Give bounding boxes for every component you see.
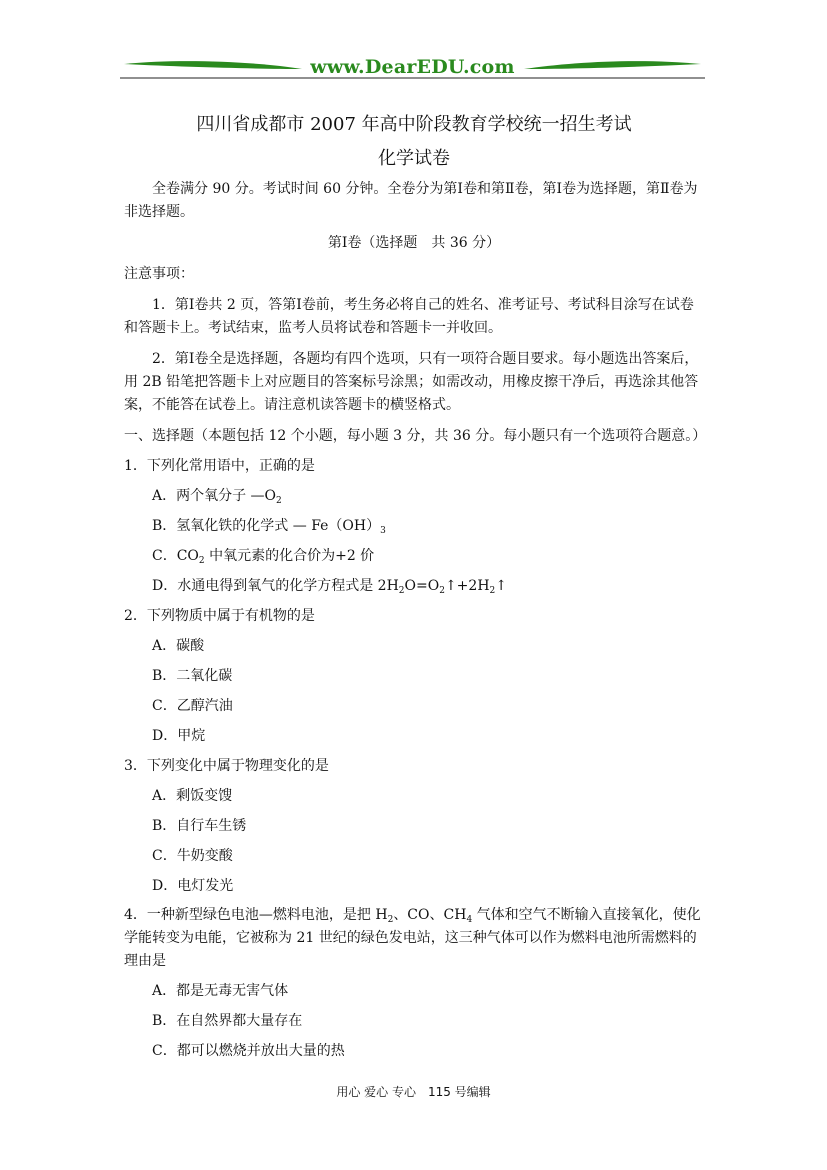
page-header — [120, 52, 705, 88]
question-1-option-b — [152, 514, 704, 538]
subscript: 4 — [466, 915, 473, 925]
option-text: O=O — [404, 578, 440, 594]
subscript: 2 — [387, 915, 394, 925]
question-3-option-a: A．剩饭变馊 — [152, 788, 233, 804]
section-1-heading: 一、选择题（本题包括 12 个小题，每小题 3 分，共 36 分。每小题只有一个选项符合题意。） — [124, 428, 707, 444]
exam-document — [124, 108, 707, 1063]
subscript: 3 — [380, 526, 386, 536]
note-1: 1．第Ⅰ卷共 2 页，答第Ⅰ卷前，考生务必将自己的姓名、准考证号、考试科目涂写在试卷和答题卡上。考试结束，监考人员将试卷和答题卡一并收回。 — [124, 297, 694, 336]
question-2-stem: 2．下列物质中属于有机物的是 — [124, 608, 315, 624]
question-3-option-c: C．牛奶变酸 — [152, 848, 233, 864]
option-text: B．氢氧化铁的化学式 — Fe（OH） — [152, 518, 381, 534]
subscript: 2 — [489, 586, 496, 596]
exam-title: 四川省成都市 2007 年高中阶段教育学校统一招生考试 — [196, 114, 632, 135]
question-1-option-d — [152, 574, 704, 598]
subscript: 2 — [439, 586, 445, 596]
option-text: 中氧元素的化合价为+2 价 — [204, 548, 375, 564]
question-4-stem — [124, 904, 704, 973]
note-2: 2．第Ⅰ卷全是选择题，各题均有四个选项，只有一项符合题目要求。每小题选出答案后，用 2B 铅笔把答题卡上对应题目的答案标号涂黑；如需改动，用橡皮擦干净后，再选涂其他答案，不能答在试卷上。请注意机读答题卡的横竖格式。 — [124, 351, 699, 413]
option-text: C．CO — [152, 548, 199, 564]
subscript: 2 — [276, 496, 282, 506]
option-text: ↑+2H — [444, 578, 490, 594]
notes-title: 注意事项： — [124, 266, 194, 282]
exam-subtitle: 化学试卷 — [378, 148, 450, 169]
stem-text: 4．一种新型绿色电池—燃料电池，是把 H — [124, 907, 388, 923]
option-text: ↑ — [495, 578, 507, 594]
subscript: 2 — [198, 556, 205, 566]
question-3-stem: 3．下列变化中属于物理变化的是 — [124, 758, 329, 774]
question-4-option-a: A．都是无毒无害气体 — [152, 983, 289, 999]
question-3-option-b: B．自行车生锈 — [152, 818, 247, 834]
option-text: A．两个氧分子 —O — [152, 488, 277, 504]
question-2-option-b: B．二氧化碳 — [152, 668, 233, 684]
option-text: D．水通电得到氧气的化学方程式是 2H — [152, 578, 399, 594]
site-logo-text[interactable]: www.DearEDU.com — [310, 56, 515, 78]
question-1-stem: 1．下列化常用语中，正确的是 — [124, 458, 315, 474]
part1-heading: 第Ⅰ卷（选择题 共 36 分） — [327, 235, 501, 251]
question-4-option-c: C．都可以燃烧并放出大量的热 — [152, 1043, 345, 1059]
question-3-option-d: D．电灯发光 — [152, 878, 234, 894]
subscript: 2 — [398, 586, 405, 596]
intro-paragraph: 全卷满分 90 分。考试时间 60 分钟。全卷分为第Ⅰ卷和第Ⅱ卷，第Ⅰ卷为选择题，第Ⅱ卷为非选择题。 — [124, 181, 698, 220]
question-2-option-a: A．碳酸 — [152, 638, 205, 654]
question-4-option-b: B．在自然界都大量存在 — [152, 1013, 303, 1029]
question-1-option-c — [152, 544, 704, 568]
page-footer: 用心 爱心 专心 115 号编辑 — [336, 1085, 491, 1099]
question-1-option-a — [152, 484, 704, 508]
question-2-option-c: C．乙醇汽油 — [152, 698, 233, 714]
stem-text: 、CO、CH — [393, 907, 467, 923]
question-2-option-d: D．甲烷 — [152, 728, 206, 744]
stem-text: 气体和空气不断输入直接氧化，使化学能转变为电能，它被称为 21 世纪的绿色发电站，这三种气体可以作为燃料电池所需燃料的理由是 — [124, 907, 701, 969]
